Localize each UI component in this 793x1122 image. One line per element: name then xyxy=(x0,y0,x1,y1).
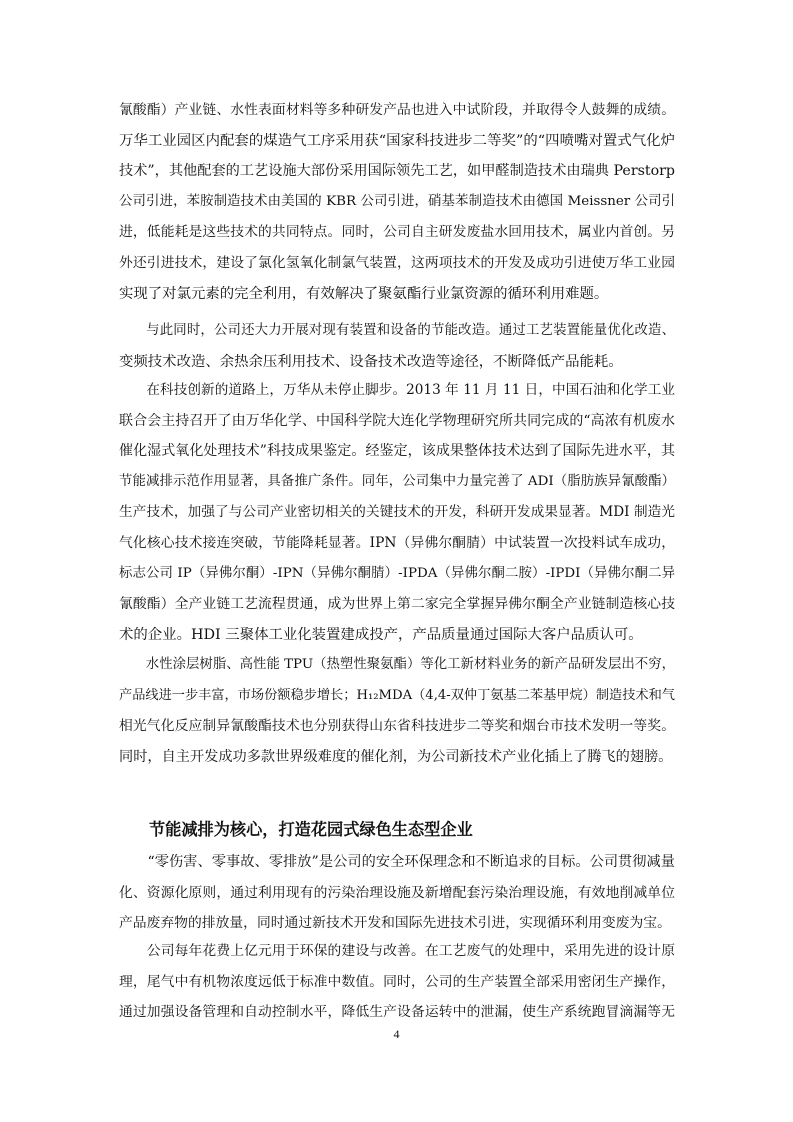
text-line: 联合会主持召开了由万华化学、中国科学院大连化学物理研究所共同完成的“高浓有机废水 xyxy=(119,412,675,429)
text-line: 水性涂层树脂、高性能 TPU（热塑性聚氨酯）等化工新材料业务的新产品研发层出不穷， xyxy=(119,657,675,672)
text-line: 产品废弃物的排放量，同时通过新技术开发和国际先进技术引进，实现循环利用变废为宝。 xyxy=(119,915,671,932)
text-line: 气化核心技术接连突破，节能降耗显著。IPN（异佛尔酮腈）中试装置一次投料试车成功， xyxy=(119,534,675,551)
paragraph-2 xyxy=(119,316,675,377)
paragraph-4 xyxy=(119,650,675,772)
text-line: 外还引进技术，建设了氯化氢氧化制氯气装置，这两项技术的开发及成功引进使万华工业园 xyxy=(119,254,675,271)
paragraph-5 xyxy=(119,847,675,939)
text-line: 化、资源化原则，通过利用现有的污染治理设施及新增配套污染治理设施，有效地削减单位 xyxy=(119,884,675,901)
text-line: 与此同时，公司还大力开展对现有装置和设备的节能改造。通过工艺装置能量优化改造、 xyxy=(119,323,675,338)
text-line: 公司每年花费上亿元用于环保的建设与改善。在工艺废气的处理中，采用先进的设计原 xyxy=(119,943,675,959)
text-line: 公司引进，苯胺制造技术由美国的 KBR 公司引进，硝基苯制造技术由德国 Meissner 公司引 xyxy=(119,193,675,209)
paragraph-3 xyxy=(119,375,675,650)
text-line: 万华工业园区内配套的煤造气工序采用获“国家科技进步二等奖”的“四喷嘴对置式气化炉 xyxy=(119,132,675,149)
text-line: 同时，自主开发成功多款世界级难度的催化剂，为公司新技术产业化插上了腾飞的翅膀。 xyxy=(119,748,673,765)
text-line: 节能减排示范作用显著，具备推广条件。同年，公司集中力量完善了 ADI（脂肪族异氰酸酯） xyxy=(119,473,675,489)
text-line: 氰酸酯）产业链、水性表面材料等多种研发产品也进入中试阶段，并取得令人鼓舞的成绩。 xyxy=(119,102,675,118)
text-line: 氰酸酯）全产业链工艺流程贯通，成为世界上第二家完全掌握异佛尔酮全产业链制造核心技 xyxy=(119,596,675,613)
text-line: 在科技创新的道路上，万华从未停止脚步。2013 年 11 月 11 日，中国石油和化学工业 xyxy=(119,382,675,398)
text-line: 相光气化反应制异氰酸酯技术也分别获得山东省科技进步二等奖和烟台市技术发明一等奖。 xyxy=(119,718,675,735)
text-line: 技术”，其他配套的工艺设施大部份采用国际领先工艺，如甲醛制造技术由瑞典 Perstorp xyxy=(119,163,675,180)
page-number: 4 xyxy=(393,1027,400,1041)
paragraph-6 xyxy=(119,936,675,1028)
section-heading: 节能减排为核心，打造花园式绿色生态型企业 xyxy=(149,820,473,839)
text-line: 生产技术，加强了与公司产业密切相关的关键技术的开发，科研开发成果显著。MDI 制造光 xyxy=(119,504,675,521)
text-line: 变频技术改造、余热余压利用技术、设备技术改造等途径，不断降低产品能耗。 xyxy=(119,353,623,370)
text-line: 标志公司 IP（异佛尔酮）-IPN（异佛尔酮腈）-IPDA（异佛尔酮二胺）-IPDI（异佛尔酮二异 xyxy=(119,565,675,581)
text-line: 产品线进一步丰富，市场份额稳步增长；H₁₂MDA（4,4-双仲丁氨基二苯基甲烷）制造技术和气 xyxy=(119,687,675,703)
text-line: 进，低能耗是这些技术的共同特点。同时，公司自主研发废盐水回用技术，属业内首创。另 xyxy=(119,224,675,241)
text-line: 实现了对氯元素的完全利用，有效解决了聚氨酯行业氯资源的循环利用难题。 xyxy=(119,285,609,302)
text-line: 催化湿式氧化处理技术”科技成果鉴定。经鉴定，该成果整体技术达到了国际先进水平，其 xyxy=(119,443,675,460)
text-line: 术的企业。HDI 三聚体工业化装置建成投产，产品质量通过国际大客户品质认可。 xyxy=(119,626,643,643)
text-line: 通过加强设备管理和自动控制水平，降低生产设备运转中的泄漏，使生产系统跑冒滴漏等无 xyxy=(119,1004,675,1021)
text-line: 理，尾气中有机物浓度远低于标准中数值。同时，公司的生产装置全部采用密闭生产操作， xyxy=(119,973,675,990)
text-line: “零伤害、零事故、零排放”是公司的安全环保理念和不断追求的目标。公司贯彻减量 xyxy=(119,854,675,870)
paragraph-1 xyxy=(119,95,675,309)
